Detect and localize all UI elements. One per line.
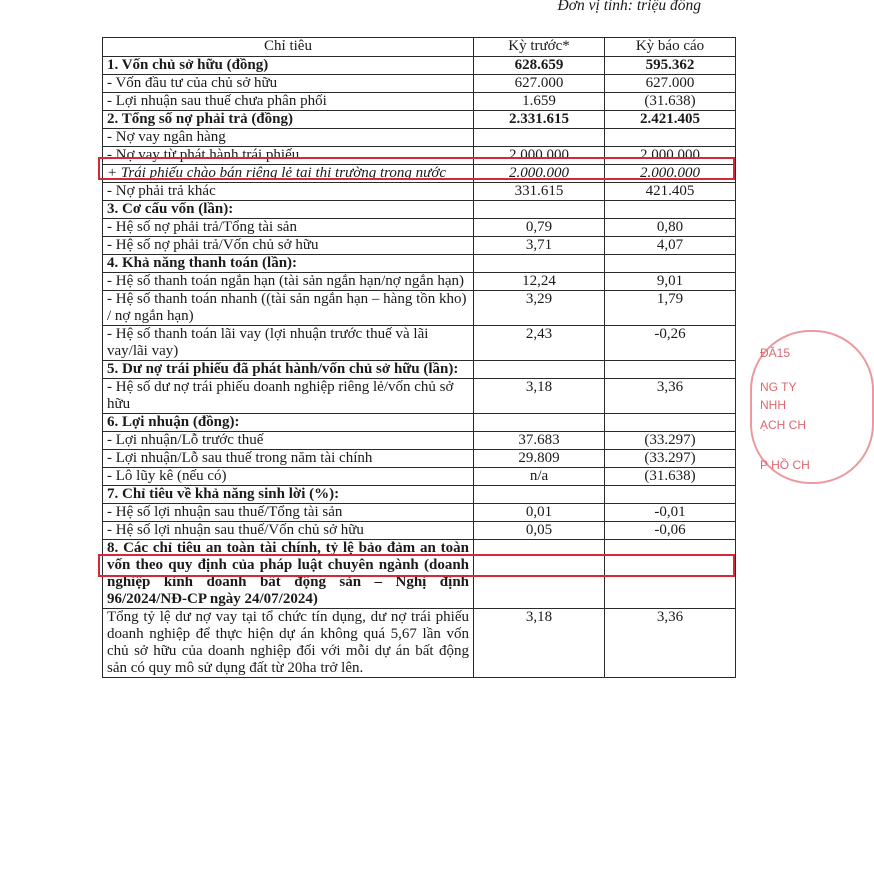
row-prev-value bbox=[474, 486, 605, 504]
row-prev-value: 3,71 bbox=[474, 237, 605, 255]
table-row bbox=[103, 57, 736, 75]
row-curr-value bbox=[605, 129, 736, 147]
table-row bbox=[103, 255, 736, 273]
header-indicator: Chỉ tiêu bbox=[103, 38, 474, 57]
table-row bbox=[103, 273, 736, 291]
row-curr-value: 1,79 bbox=[605, 291, 736, 326]
row-label: - Lợi nhuận/Lỗ trước thuế bbox=[103, 432, 474, 450]
row-curr-value bbox=[605, 361, 736, 379]
row-curr-value: (31.638) bbox=[605, 468, 736, 486]
row-prev-value: 2,43 bbox=[474, 326, 605, 361]
company-seal bbox=[750, 330, 874, 484]
row-curr-value: (31.638) bbox=[605, 93, 736, 111]
row-curr-value: (33.297) bbox=[605, 432, 736, 450]
row-label: - Hệ số thanh toán ngắn hạn (tài sản ngắn hạn/nợ ngắn hạn) bbox=[103, 273, 474, 291]
table-row bbox=[103, 504, 736, 522]
row-curr-value bbox=[605, 255, 736, 273]
row-prev-value: 0,01 bbox=[474, 504, 605, 522]
row-prev-value: 2.331.615 bbox=[474, 111, 605, 129]
row-prev-value: 0,05 bbox=[474, 522, 605, 540]
row-prev-value bbox=[474, 129, 605, 147]
row-curr-value: 0,80 bbox=[605, 219, 736, 237]
header-reporting-period: Kỳ báo cáo bbox=[605, 38, 736, 57]
row-label: 7. Chỉ tiêu về khả năng sinh lời (%): bbox=[103, 486, 474, 504]
seal-text: P HỒ CH bbox=[760, 458, 810, 472]
row-prev-value: 1.659 bbox=[474, 93, 605, 111]
row-label: 5. Dư nợ trái phiếu đã phát hành/vốn chủ sở hữu (lần): bbox=[103, 361, 474, 379]
row-label: - Hệ số nợ phải trả/Vốn chủ sở hữu bbox=[103, 237, 474, 255]
row-label: - Hệ số thanh toán lãi vay (lợi nhuận trước thuế và lãi vay/lãi vay) bbox=[103, 326, 474, 361]
row-prev-value: 3,29 bbox=[474, 291, 605, 326]
row-label: 6. Lợi nhuận (đồng): bbox=[103, 414, 474, 432]
seal-text: NHH bbox=[760, 398, 786, 412]
row-curr-value: 595.362 bbox=[605, 57, 736, 75]
table-row bbox=[103, 75, 736, 93]
row-label: 4. Khả năng thanh toán (lần): bbox=[103, 255, 474, 273]
row-label: + Trái phiếu chào bán riêng lẻ tại thị trường trong nước bbox=[103, 165, 474, 183]
row-prev-value: 628.659 bbox=[474, 57, 605, 75]
table-row bbox=[103, 291, 736, 326]
row-curr-value: 2.000.000 bbox=[605, 165, 736, 183]
row-curr-value: 421.405 bbox=[605, 183, 736, 201]
row-curr-value: 4,07 bbox=[605, 237, 736, 255]
row-curr-value: 3,36 bbox=[605, 609, 736, 678]
row-label: 1. Vốn chủ sở hữu (đồng) bbox=[103, 57, 474, 75]
table-row bbox=[103, 183, 736, 201]
row-curr-value: -0,06 bbox=[605, 522, 736, 540]
table-row bbox=[103, 540, 736, 609]
row-label: - Nợ phải trả khác bbox=[103, 183, 474, 201]
table-row bbox=[103, 468, 736, 486]
table-row bbox=[103, 486, 736, 504]
row-curr-value: (33.297) bbox=[605, 450, 736, 468]
table-row bbox=[103, 326, 736, 361]
row-prev-value bbox=[474, 255, 605, 273]
table-row bbox=[103, 432, 736, 450]
row-label: - Hệ số lợi nhuận sau thuế/Vốn chủ sở hữu bbox=[103, 522, 474, 540]
row-label: - Hệ số nợ phải trả/Tổng tài sản bbox=[103, 219, 474, 237]
row-label: - Lợi nhuận sau thuế chưa phân phối bbox=[103, 93, 474, 111]
row-prev-value: n/a bbox=[474, 468, 605, 486]
row-label: - Vốn đầu tư của chủ sở hữu bbox=[103, 75, 474, 93]
row-prev-value: 37.683 bbox=[474, 432, 605, 450]
row-prev-value bbox=[474, 540, 605, 609]
table-row bbox=[103, 237, 736, 255]
row-curr-value: 627.000 bbox=[605, 75, 736, 93]
table-row bbox=[103, 147, 736, 165]
row-curr-value: 2.421.405 bbox=[605, 111, 736, 129]
seal-text: ĐĂ15 bbox=[760, 346, 791, 360]
row-prev-value: 2.000.000 bbox=[474, 165, 605, 183]
header-previous-period: Kỳ trước* bbox=[474, 38, 605, 57]
row-prev-value: 0,79 bbox=[474, 219, 605, 237]
row-label: - Hệ số lợi nhuận sau thuế/Tổng tài sản bbox=[103, 504, 474, 522]
row-prev-value bbox=[474, 361, 605, 379]
table-row bbox=[103, 609, 736, 678]
row-label: - Nợ vay ngân hàng bbox=[103, 129, 474, 147]
row-label: Tổng tỷ lệ dư nợ vay tại tổ chức tín dụng, dư nợ trái phiếu doanh nghiệp để thực hiện dự án không quá 5,67 lần vốn chủ sở hữu của doanh nghiệp đối với mỗi dự án bất động sản có quy mô sử dụng đất từ 20ha trở lên. bbox=[103, 609, 474, 678]
row-prev-value bbox=[474, 201, 605, 219]
table-row bbox=[103, 379, 736, 414]
row-curr-value: -0,26 bbox=[605, 326, 736, 361]
row-label: 8. Các chỉ tiêu an toàn tài chính, tỷ lệ bảo đảm an toàn vốn theo quy định của pháp luật chuyên ngành (doanh nghiệp kinh doanh bất động sản – Nghị định 96/2024/NĐ-CP ngày 24/07/2024) bbox=[103, 540, 474, 609]
row-prev-value: 3,18 bbox=[474, 609, 605, 678]
row-curr-value: -0,01 bbox=[605, 504, 736, 522]
row-curr-value bbox=[605, 201, 736, 219]
row-label: - Lợi nhuận/Lỗ sau thuế trong năm tài chính bbox=[103, 450, 474, 468]
row-curr-value: 2.000.000 bbox=[605, 147, 736, 165]
row-label: - Hệ số thanh toán nhanh ((tài sản ngắn hạn – hàng tồn kho) / nợ ngắn hạn) bbox=[103, 291, 474, 326]
table-row bbox=[103, 201, 736, 219]
row-prev-value bbox=[474, 414, 605, 432]
financial-indicators-table bbox=[102, 37, 736, 678]
row-prev-value: 29.809 bbox=[474, 450, 605, 468]
row-label: 3. Cơ cấu vốn (lần): bbox=[103, 201, 474, 219]
table-row bbox=[103, 111, 736, 129]
row-curr-value: 9,01 bbox=[605, 273, 736, 291]
table-row bbox=[103, 219, 736, 237]
row-label: - Lô lũy kê (nếu có) bbox=[103, 468, 474, 486]
row-label: 2. Tổng số nợ phải trả (đồng) bbox=[103, 111, 474, 129]
table-row bbox=[103, 361, 736, 379]
table-row bbox=[103, 93, 736, 111]
row-curr-value bbox=[605, 414, 736, 432]
row-prev-value: 2.000.000 bbox=[474, 147, 605, 165]
table-header-row bbox=[103, 38, 736, 57]
row-curr-value: 3,36 bbox=[605, 379, 736, 414]
seal-text: ẠCH CH bbox=[760, 418, 807, 432]
row-prev-value: 331.615 bbox=[474, 183, 605, 201]
row-label: - Nợ vay từ phát hành trái phiếu bbox=[103, 147, 474, 165]
unit-label: Đơn vị tính: triệu đồng bbox=[557, 0, 701, 14]
row-prev-value: 3,18 bbox=[474, 379, 605, 414]
row-curr-value bbox=[605, 540, 736, 609]
table-row bbox=[103, 522, 736, 540]
table-row bbox=[103, 129, 736, 147]
row-curr-value bbox=[605, 486, 736, 504]
table-row bbox=[103, 450, 736, 468]
seal-text: NG TY bbox=[760, 380, 797, 394]
table-row bbox=[103, 165, 736, 183]
table-row bbox=[103, 414, 736, 432]
row-prev-value: 627.000 bbox=[474, 75, 605, 93]
row-label: - Hệ số dư nợ trái phiếu doanh nghiệp riêng lẻ/vốn chủ sở hữu bbox=[103, 379, 474, 414]
row-prev-value: 12,24 bbox=[474, 273, 605, 291]
